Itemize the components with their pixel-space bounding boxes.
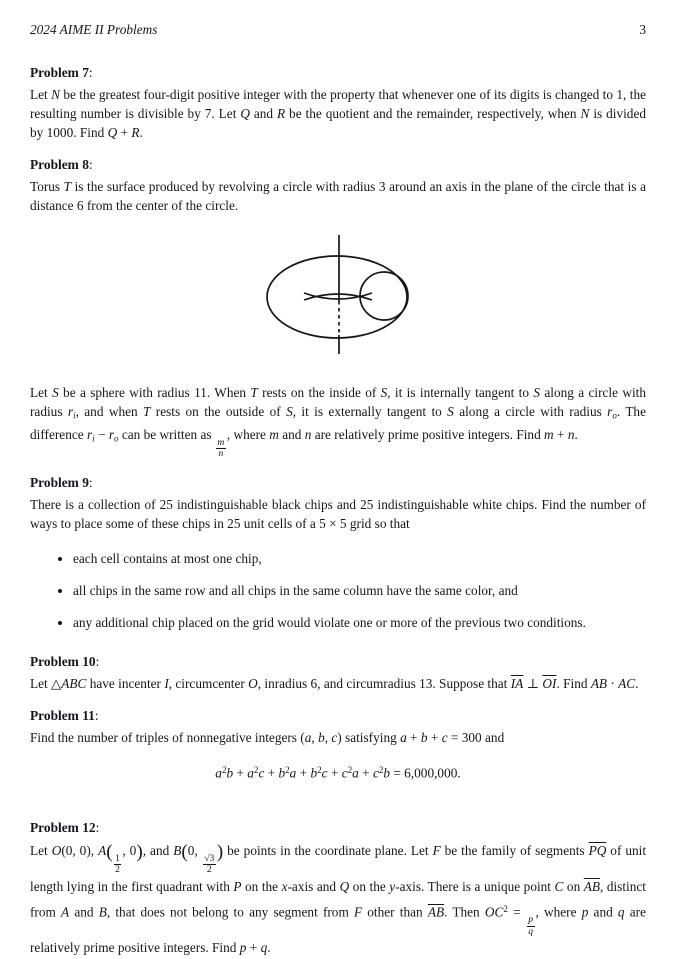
problem-8-text-continued: Let S be a sphere with radius 11. When T rests on the inside of S, it is internally tangent to S along a circle with radius $r_i$, and when T rests on the outside of S, it is externally tangent to S along a circle with radius $r_o$. The difference $r_i - r_o$ can be written as $\frac{m}{n}$ , where m and n are relatively prime positive integers. Find m + n. <box>30 385 646 460</box>
problem-10-text: Let △ABC have incenter I, circumcenter O, inradius 6, and circumradius 13. Suppose that $\overline{IA}$ ⊥ $\overline{OI}$. Find AB · AC. <box>30 675 639 691</box>
problem-9-text: There is a collection of 25 indistinguishable black chips and 25 indistinguishable white chips. Find the number of ways to place some of these chips in 25 unit cells of a 5 × 5 grid so that <box>30 496 646 531</box>
problem-11-equation: $a^2b + a^2c + b^2a + b^2c + c^2a + c^2b = 6,000,000$. <box>215 764 461 781</box>
problem-11-heading: Problem 11: <box>30 707 99 723</box>
math-fraction: $\frac{1}{2}$ <box>115 852 120 876</box>
problem-9 <box>30 473 646 632</box>
problem-9-heading: Problem 9: <box>30 474 93 490</box>
problem-10 <box>30 652 646 693</box>
bullet-item-3: • any additional chip placed on the grid would violate one or more of the previous two conditions. <box>73 613 646 632</box>
generating-circle <box>360 272 408 320</box>
page-number: 3 <box>639 22 646 37</box>
problem-7-heading: Problem 7: <box>30 65 93 80</box>
document-title: 2024 AIME II Problems <box>30 22 158 37</box>
torus-diagram-svg <box>258 231 418 357</box>
bullet-item-2: • all chips in the same row and all chips in the same column have the same color, and <box>73 581 646 600</box>
torus-figure <box>258 231 418 357</box>
problem-12-heading: Problem 12: <box>30 820 100 836</box>
math-fraction: $\frac{m}{n}$ <box>217 436 225 460</box>
problem-9-conditions <box>30 549 646 632</box>
problem-8-heading: Problem 8: <box>30 157 93 172</box>
problem-11-text: Find the number of triples of nonnegative integers (a, b, c) satisfying a + b + c = 300 and <box>30 729 505 745</box>
problem-8-text: Torus T is the surface produced by revolving a circle with radius 3 around an axis in the plane of the circle that is a distance 6 from the center of the circle. <box>30 179 646 213</box>
bullet-item-1: • each cell contains at most one chip, <box>73 549 646 568</box>
problem-11 <box>30 706 646 783</box>
page-header <box>30 20 646 39</box>
torus-outer-ellipse <box>267 256 407 338</box>
problem-10-heading: Problem 10: <box>30 653 100 669</box>
problem-7 <box>30 63 646 142</box>
math-fraction: $\frac{p}{q}$ <box>528 913 534 937</box>
math-fraction: $\frac{√3}{2}$ <box>204 852 215 876</box>
problem-12 <box>30 818 646 959</box>
problem-7-text: Let N be the greatest four-digit positive integer with the property that whenever one of its digits is changed to 1, the resulting number is divisible by 7. Let Q and R be the quotient and the remainder, respectively, when N is divided by 1000. Find Q + R. <box>30 87 647 140</box>
problem-8 <box>30 155 646 460</box>
problem-12-text: Let O(0, 0), A( $\frac{1}{2}$ , 0), and B(0, $\frac{√3}{2}$ ) be points in the coordinate plane. Let F be the family of segments $\overline{PQ}$ of unit length lying in the first quadrant with P on the x-axis and Q on the y-axis. There is a unique point C on $\overline{AB}$, distinct from A and B, that does not belong to any segment from F other than $\overline{AB}$. Then $OC^2$ = $\frac{p}{q}$ , where p and q are relatively prime positive integers. Find p + q. <box>30 842 647 956</box>
